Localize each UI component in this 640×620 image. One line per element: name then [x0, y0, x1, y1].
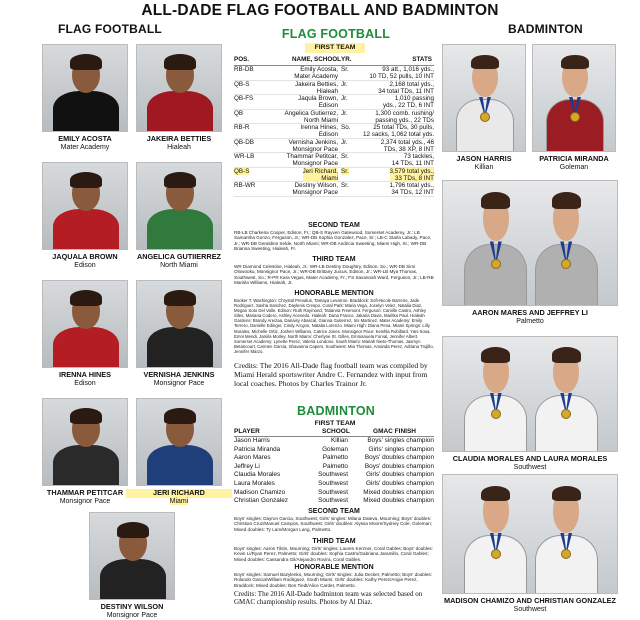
- player-name: PATRICIA MIRANDA: [539, 154, 609, 163]
- player-caption: [32, 371, 138, 388]
- col-player: PLAYER: [234, 428, 260, 435]
- cell-finish: Mixed doubles champion: [363, 497, 434, 505]
- ff-first-team-label: FIRST TEAM: [305, 43, 365, 53]
- player-name: JAQUALA BROWN: [52, 252, 118, 261]
- table-row: [234, 153, 434, 168]
- table-row: [234, 437, 434, 446]
- table-row: [234, 110, 434, 125]
- cell-name: Irenna Hines, Edison: [300, 124, 338, 139]
- player-caption: [32, 489, 138, 506]
- badminton-photo: [442, 180, 618, 306]
- medal-icon: [570, 112, 580, 122]
- bd-section-title: BADMINTON: [297, 404, 375, 418]
- player-name: JASON HARRIS: [456, 154, 512, 163]
- player-hair: [70, 54, 103, 70]
- cell-stats: 1,796 total yds., 34 TDs, 12 INT: [389, 182, 434, 197]
- player-hair: [70, 172, 103, 188]
- ff-hm: Booker T. Washington: Chrystal Prevalus, Tamaya Levarron. Braddock: Sofi-Nicole Barreiro, Jade Rodriguez, Sasha Sanchez, Daylenis Crespo. Coral Park: Maria Vega, Jocelyn Velez, Natalia Diaz, Megan Soto Del Valle. Edison: Ruth Raymond, Tatianna Freemont. Ferguson: Camille Castro, Ashley Siles, Mariana Codero, Ashley Acevedo. Hialeah: Dana Franco, Jakaria Davis, Maritka Paul. Hialeah Gardens: Brandy Areizaa, Danaisy Abascal, Gianna Gutierrez, Iris Martinez. Mater Academy: Emily Terrero, Danielle Edinger, Cindy Arcgon, Natalia Lorenzo. Miami High: Diana Pena. Miami Springs: Lilly Morales, Michelle Ortiz, Joshen Williams, Catrice Jones. Monsignor Pace: Keishla Robillard, Yani Sosa, Emni Mendi, Jamila Morley. North Miami: Cherlyne St. Gilles, Emmanuela Forval, Jennifer Albert. Somerset Academy: Lynette Perez, Valeria Londono. South Miami: Mariah Nieto-Thomas, Jasmyn Betancourt, Carmen Garcia, Shavanna Capers. Southwest: Mia Thomas, Amanda Perez, Adriana Trujillo, Jennifer Marzo.: [234, 298, 434, 354]
- player-name: MADISON CHAMIZO AND CHRISTIAN GONZALEZ: [443, 596, 616, 605]
- cell-pos: RB-DB: [234, 66, 254, 73]
- cell-yr: Sr.: [341, 167, 349, 175]
- cell-pos: QB-S: [234, 167, 250, 175]
- page-title: ALL-DADE FLAG FOOTBALL AND BADMINTON: [141, 2, 499, 19]
- table-row: [234, 66, 434, 81]
- player-hair: [552, 192, 581, 208]
- cell-yr: Sr.: [341, 182, 349, 189]
- cell-yr: Jr.: [341, 95, 348, 102]
- cell-stats: 1,300 comb. rushing/ passing yds., 22 TDs: [375, 109, 434, 124]
- table-row: [234, 182, 434, 197]
- cell-yr: Jr.: [341, 80, 348, 88]
- player-hair: [164, 54, 197, 70]
- cell-player: Patricia Miranda: [234, 445, 281, 453]
- player-school: Monsignor Pace: [59, 497, 111, 505]
- cell-pos: QB: [234, 109, 244, 117]
- cell-player: Madison Chamizo: [234, 488, 286, 496]
- bd-second-team: Boys' singles: Dayron Garcia, Southwest; Girls' singles: Milana Dateva, Mourning; Boys' doubles: Christian Cruz/Manuel Campos, Southwest; Girls' doubles: Alyssa Moore/Sydney Cole, Goleman; Mixed doubles: Ty Lam/Morgan Lang, Palmetto.: [234, 516, 432, 532]
- badminton-photo: [442, 336, 618, 452]
- table-row: [234, 124, 434, 139]
- player-caption: [32, 135, 138, 152]
- player-school: Monsignor Pace: [153, 379, 205, 387]
- cell-yr: Jr.: [341, 138, 348, 146]
- cell-stats: 73 tackles, 14 TDs, 11 INT: [391, 153, 434, 168]
- player-photo: [136, 398, 222, 486]
- player-shirt: [535, 535, 598, 594]
- table-row: [234, 81, 434, 96]
- ff-third-team: WR Diamond Celestine, Hialeah, Jr.; WR-LB Destiny Doughtry, Edison, So.; WR-DB Simi Olowooku, Monsignor Pace, Jr.; WR-DB Brittany Juicus, Edison, Jr.; WR-LB Mya Thomas, Southwest, So.; R-PR Kara Vegas, Mater Academy, Fr.; FS Savannah Ward, Ferguson, Jr.; LB-RB Marisla Williams, Hialeah, Jr.: [234, 264, 434, 286]
- cell-yr: Jr.: [341, 109, 348, 117]
- player-name: JERI RICHARD: [126, 489, 232, 498]
- ff-hm-title: HONORABLE MENTION: [294, 290, 374, 297]
- col-name: NAME, SCHOOL: [292, 56, 341, 63]
- player-shirt: [546, 99, 605, 152]
- bd-second-team-title: SECOND TEAM: [308, 508, 360, 515]
- player-hair: [552, 347, 581, 362]
- player-hair: [164, 290, 197, 306]
- player-name: CLAUDIA MORALES AND LAURA MORALES: [452, 454, 608, 463]
- cell-stats: 93 att., 1,016 yds., 10 TD, 52 pulls, 10 INT: [369, 66, 434, 81]
- bd-third-team: Boys' singles: Aaron Tiktin, Mourning; Girls' singles: Lauren Kerzner, Coral Gables; Boys' doubles: Kevin Li/Ryan Perez, Palmetto; Girls' doubles: Sophia Castro/Gabriana Jaramillo, Coral Gables; Mixed doubles: Cassandra Gil/Alejandro Rovira, Coral Gables.: [234, 546, 433, 562]
- cell-school: Southwest: [318, 488, 348, 496]
- cell-finish: Girls' doubles champion: [365, 479, 434, 487]
- table-row: [234, 471, 434, 480]
- cell-stats: 2,374 total yds., 46 TDs, 38 XP, 8 INT: [380, 138, 434, 153]
- player-hair: [561, 55, 589, 69]
- col-yr: YR.: [341, 56, 352, 63]
- player-caption: [32, 253, 138, 270]
- badminton-photo: [532, 44, 616, 152]
- player-school: Edison: [74, 379, 96, 387]
- player-jersey: [53, 445, 118, 486]
- cell-pos: QB-FS: [234, 95, 254, 102]
- player-school: Miami: [169, 497, 189, 505]
- cell-school: Southwest: [318, 471, 348, 479]
- cell-player: Jason Harris: [234, 437, 270, 444]
- player-name: IRENNA HINES: [58, 370, 112, 379]
- cell-name: Angelica Gutierrez, North Miami: [284, 109, 338, 124]
- player-photo: [136, 44, 222, 132]
- cell-pos: RB-WR: [234, 182, 256, 189]
- cell-player: Jeffrey Li: [234, 462, 260, 470]
- badminton-caption: [430, 597, 630, 614]
- player-photo: [136, 162, 222, 250]
- player-school: Monsignor Pace: [106, 611, 158, 619]
- player-caption: [126, 135, 232, 152]
- ff-table-header: [234, 56, 434, 66]
- cell-school: Palmetto: [322, 454, 348, 462]
- badminton-header: BADMINTON: [508, 22, 583, 36]
- cell-name: Jaqula Brown, Edison: [298, 95, 338, 110]
- ff-section-title: FLAG FOOTBALL: [281, 27, 391, 41]
- player-caption: [126, 253, 232, 270]
- table-row: [234, 454, 434, 463]
- player-hair: [164, 408, 197, 424]
- table-row: [234, 489, 434, 498]
- cell-stats: 2,168 total yds., 34 total TDs, 11 INT: [378, 80, 434, 95]
- player-jersey: [147, 209, 212, 250]
- cell-player: Christian Gonzalez: [234, 497, 288, 505]
- cell-school: Palmetto: [322, 462, 348, 470]
- col-finish: GMAC FINISH: [373, 428, 416, 435]
- player-hair: [70, 408, 103, 424]
- cell-school: Goleman: [322, 445, 348, 453]
- cell-finish: Boys' singles champion: [367, 437, 434, 444]
- cell-yr: Sr.: [341, 66, 349, 73]
- cell-pos: WR-LB: [234, 153, 255, 160]
- cell-stats: 3,579 total yds., 33 TDs, 8 INT: [389, 167, 434, 182]
- player-name: JAKEIRA BETTIES: [146, 134, 212, 143]
- player-jersey: [147, 91, 212, 132]
- cell-pos: QB-S: [234, 80, 250, 88]
- player-hair: [481, 486, 510, 502]
- player-jersey: [53, 327, 118, 368]
- cell-name: Vernisha Jenkins, Monsignor Pace: [288, 138, 338, 153]
- player-hair: [552, 486, 581, 502]
- bd-third-team-title: THIRD TEAM: [312, 538, 356, 545]
- player-name: VERNISHA JENKINS: [143, 370, 215, 379]
- player-caption: [126, 371, 232, 388]
- table-row: [234, 168, 434, 183]
- player-photo: [42, 398, 128, 486]
- player-jersey: [147, 445, 212, 486]
- cell-name: Emily Acosta, Mater Academy: [294, 66, 338, 81]
- cell-finish: Boys' doubles champion: [364, 462, 434, 470]
- player-photo: [42, 162, 128, 250]
- bd-first-team-label: FIRST TEAM: [314, 420, 356, 427]
- player-school: Goleman: [559, 163, 589, 171]
- medal-icon: [480, 112, 490, 122]
- cell-pos: QB-DB: [234, 138, 254, 146]
- cell-name: Jakeira Betties, Hialeah: [294, 80, 338, 95]
- cell-school: Killian: [330, 437, 348, 444]
- player-shirt: [535, 395, 598, 452]
- ff-table: [234, 56, 434, 197]
- player-hair: [481, 192, 510, 208]
- player-name: AARON MARES AND JEFFREY LI: [472, 308, 588, 317]
- ff-credits: Credits: The 2016 All-Dade flag football team was compiled by Miami Herald sportswriter Andre C. Fernandez with input from local coaches. Photos by Charles Trainor Jr.: [234, 361, 428, 388]
- badminton-photo: [442, 474, 618, 594]
- player-school: Palmetto: [516, 317, 544, 325]
- player-name: DESTINY WILSON: [100, 602, 164, 611]
- bd-table: [234, 428, 434, 506]
- player-jersey: [53, 91, 118, 132]
- cell-name: Jeri Richard, Miami: [302, 167, 338, 182]
- cell-finish: Girls' doubles champion: [365, 471, 434, 479]
- player-name: ANGELICA GUTIIERREZ: [136, 252, 222, 261]
- player-hair: [70, 290, 103, 306]
- player-shirt: [456, 99, 515, 152]
- col-stats: STATS: [412, 56, 432, 63]
- bd-hm: Boys' singles: Samuel Bazylenko, Mourning; Girls' singles: Julia Decker, Palmetto; Boys' doubles: Rolando Garcia/William Rodriguez, South Miami; Girls' doubles: Kathy Perez/Angie Perez, Braddock; Mixed doubles: Ben Tiedt/Alice Cardet, Palmetto.: [234, 572, 432, 588]
- cell-school: Southwest: [318, 479, 348, 487]
- player-school: Mater Academy: [60, 143, 110, 151]
- col-pos: POS.: [234, 56, 250, 63]
- cell-finish: Boys' doubles champion: [364, 454, 434, 462]
- player-school: Southwest: [513, 605, 547, 613]
- cell-pos: RB-R: [234, 124, 250, 131]
- player-school: Southwest: [513, 463, 547, 471]
- player-jersey: [147, 327, 212, 368]
- bd-hm-title: HONORABLE MENTION: [294, 564, 374, 571]
- cell-finish: Mixed doubles champion: [363, 488, 434, 496]
- table-row: [234, 463, 434, 472]
- ff-third-team-title: THIRD TEAM: [312, 256, 356, 263]
- player-school: Edison: [74, 261, 96, 269]
- player-name: EMILY ACOSTA: [58, 134, 112, 143]
- cell-school: Southwest: [318, 497, 348, 505]
- cell-stats: 25 total TDs, 30 pulls, 12 sacks, 1,062 total yds.: [362, 124, 434, 139]
- ff-second-team: RB-LB Charkeria Cooper, Edison, Fr.; QB-S Rayven Gatewood, Somerset Academy, Jr.; LB Samantha Gonzo, Ferguson, Jr.; WR-DB Sophia Gonzalez, Pace, Sr.; LB-C Starla Labady, Pace, Jr.; WR-DB Geraldine Selde, North Miami; WR-DB Andricia Sweeting, Miami High, Sr.; WR-DB Brianna Sweeting, Hialeah, Fr.: [234, 230, 432, 252]
- table-row: [234, 480, 434, 489]
- medal-icon: [491, 259, 501, 269]
- player-shirt: [464, 244, 527, 306]
- player-photo: [136, 280, 222, 368]
- player-hair: [481, 347, 510, 362]
- col-school: SCHOOL: [322, 428, 350, 435]
- table-row: [234, 497, 434, 506]
- cell-name: Thammar Petitcar, Monsignor Pace: [286, 153, 338, 168]
- player-name: THAMMAR PETITCAR: [46, 488, 124, 497]
- cell-player: Claudia Morales: [234, 471, 281, 479]
- bd-table-header: [234, 428, 434, 437]
- cell-name: Destiny Wilson, Monsignor Pace: [292, 182, 338, 197]
- player-school: Killian: [474, 163, 494, 171]
- player-jersey: [100, 559, 165, 600]
- player-jersey: [53, 209, 118, 250]
- badminton-caption: [520, 155, 628, 172]
- player-photo: [42, 44, 128, 132]
- ff-second-team-title: SECOND TEAM: [308, 222, 360, 229]
- player-hair: [117, 522, 150, 538]
- player-shirt: [535, 244, 598, 306]
- cell-yr: So.: [341, 124, 351, 131]
- player-caption: [126, 489, 232, 506]
- cell-player: Aaron Mares: [234, 454, 271, 462]
- badminton-caption: [430, 455, 630, 472]
- player-photo: [42, 280, 128, 368]
- player-shirt: [464, 535, 527, 594]
- badminton-caption: [430, 309, 630, 326]
- cell-player: Laura Morales: [234, 479, 275, 487]
- badminton-photo: [442, 44, 526, 152]
- player-hair: [471, 55, 499, 69]
- cell-yr: Sr.: [341, 153, 349, 160]
- cell-finish: Girls' singles champion: [368, 445, 434, 453]
- medal-icon: [491, 409, 501, 419]
- player-photo: [89, 512, 175, 600]
- cell-stats: 1,010 passing yds., 22 TD, 6 INT: [383, 95, 434, 110]
- player-shirt: [464, 395, 527, 452]
- player-caption: [79, 603, 185, 620]
- table-row: [234, 139, 434, 154]
- table-row: [234, 95, 434, 110]
- table-row: [234, 446, 434, 455]
- player-school: North Miami: [160, 261, 198, 269]
- bd-credits: Credits: The 2016 All-Dade badminton team was selected based on GMAC championship results. Photos by Al Diaz.: [234, 590, 423, 607]
- player-school: Hialeah: [167, 143, 191, 151]
- flag-football-header: FLAG FOOTBALL: [58, 22, 162, 36]
- player-hair: [164, 172, 197, 188]
